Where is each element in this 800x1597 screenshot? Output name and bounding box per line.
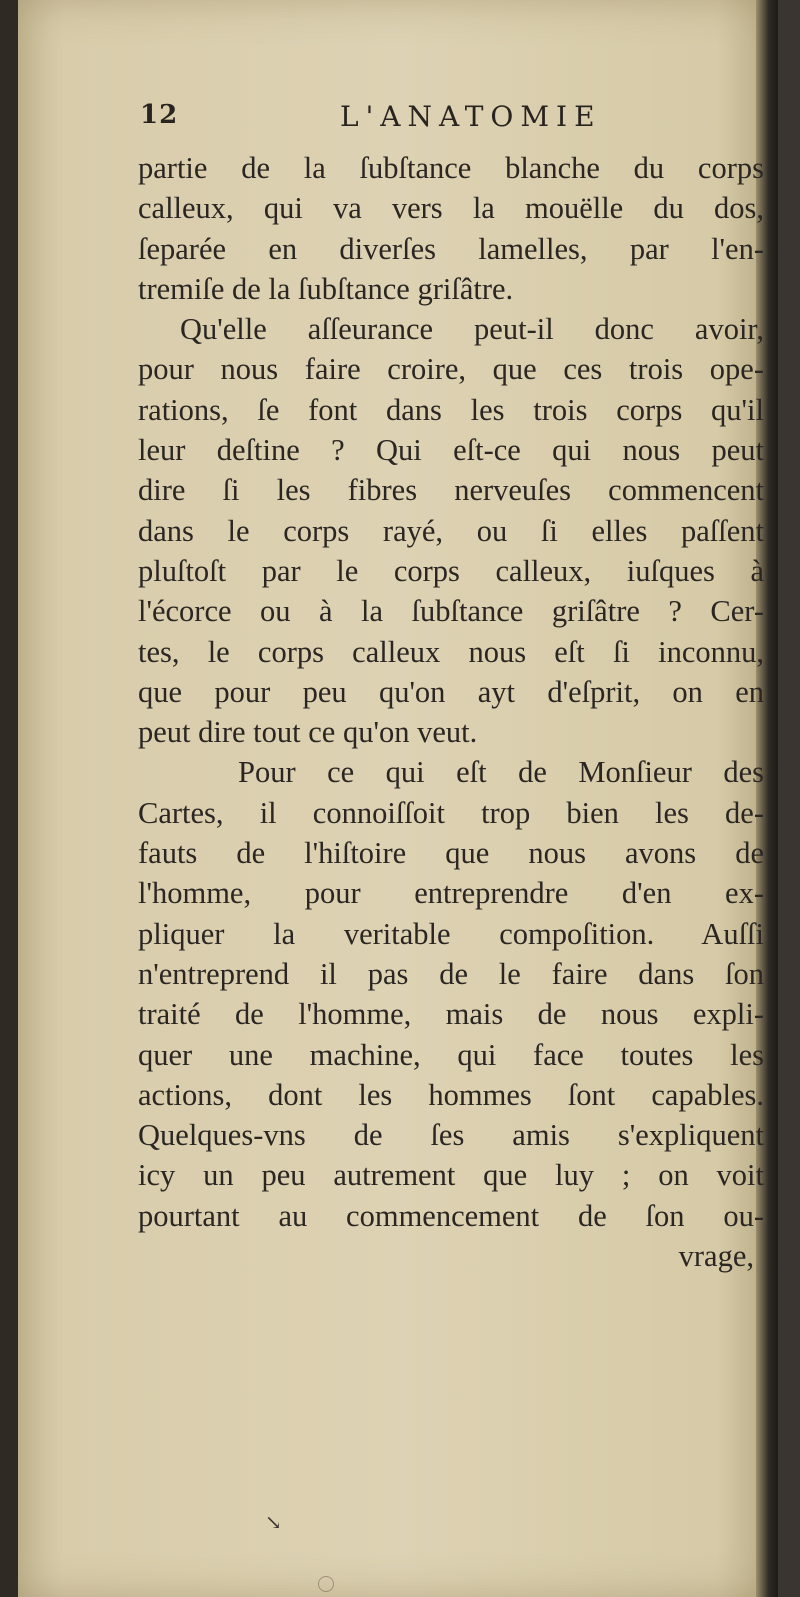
text-line: pour nous faire croire, que ces trois ope- bbox=[138, 352, 764, 387]
text-line: peut dire tout ce qu'on veut. bbox=[138, 715, 478, 750]
text-line: l'écorce ou à la ſubſtance griſâtre ? Cer- bbox=[138, 594, 764, 629]
page-number: 12 bbox=[140, 100, 179, 130]
text-line: rations, ſe font dans les trois corps qu'il bbox=[138, 392, 764, 427]
paragraph-start-line: Qu'elle aſſeurance peut-il donc avoir, bbox=[180, 312, 764, 347]
text-line: n'entreprend il pas de le faire dans ſon bbox=[138, 956, 764, 991]
text-line: tes, le corps calleux nous eſt ſi inconnu, bbox=[138, 634, 764, 669]
text-line: actions, dont les hommes ſont capables. bbox=[138, 1077, 764, 1112]
text-line: l'homme, pour entreprendre d'en ex- bbox=[138, 876, 764, 911]
text-line: leur deſtine ? Qui eſt-ce qui nous peut bbox=[138, 433, 764, 468]
text-line: dire ſi les fibres nerveuſes commencent bbox=[138, 473, 764, 508]
text-line: Cartes, il connoiſſoit trop bien les de- bbox=[138, 795, 764, 830]
text-line: traité de l'homme, mais de nous expli- bbox=[138, 997, 764, 1032]
text-line: quer une machine, qui face toutes les bbox=[138, 1037, 764, 1072]
paragraph-start-line: Pour ce qui eſt de Monſieur des bbox=[238, 755, 764, 790]
running-title: L'ANATOMIE bbox=[340, 100, 602, 133]
text-line: pliquer la veritable compoſition. Auſſi bbox=[138, 916, 764, 951]
running-head bbox=[140, 100, 760, 140]
text-line: fauts de l'hiſtoire que nous avons de bbox=[138, 836, 764, 871]
book-gutter bbox=[0, 0, 18, 1597]
text-line: icy un peu autrement que luy ; on voit bbox=[138, 1158, 764, 1193]
text-line: pourtant au commencement de ſon ou- bbox=[138, 1198, 764, 1233]
paper-stain bbox=[318, 1576, 334, 1592]
text-line: calleux, qui va vers la mouëlle du dos, bbox=[138, 191, 764, 226]
text-line: dans le corps rayé, ou ſi elles paſſent bbox=[138, 513, 764, 548]
ink-mark-icon: ↘ bbox=[265, 1510, 282, 1534]
text-line: ſeparée en diverſes lamelles, par l'en- bbox=[138, 231, 764, 266]
catchword: vrage, bbox=[678, 1239, 754, 1274]
text-line: tremiſe de la ſubſtance griſâtre. bbox=[138, 271, 514, 306]
text-line: que pour peu qu'on ayt d'eſprit, on en bbox=[138, 674, 764, 709]
body-text bbox=[138, 148, 764, 1276]
text-line: pluſtoſt par le corps calleux, iuſques à bbox=[138, 553, 764, 588]
text-line: partie de la ſubſtance blanche du corps bbox=[138, 151, 764, 185]
text-line: Quelques-vns de ſes amis s'expliquent bbox=[138, 1118, 764, 1153]
